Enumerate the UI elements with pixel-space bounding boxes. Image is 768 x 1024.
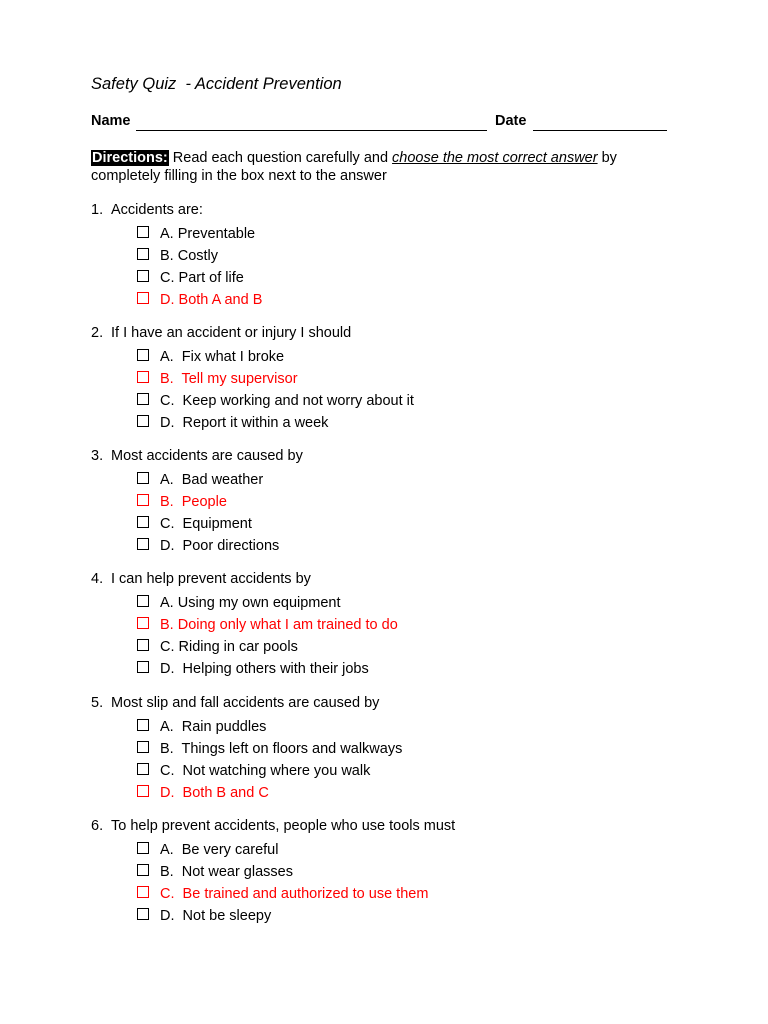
checkbox-icon[interactable] [137,415,149,427]
question-text [91,818,455,834]
name-field[interactable] [136,113,487,131]
answer-label: C. Riding in car pools [160,639,298,655]
answer-label: A. Bad weather [160,472,264,488]
answer-option[interactable] [137,536,279,556]
answer-option[interactable] [137,840,278,860]
answer-label: C. Keep working and not worry about it [160,393,414,409]
answer-option[interactable] [137,246,218,266]
answer-label: B. Tell my supervisor [160,371,298,387]
answer-label: A. Be very careful [160,842,279,858]
answer-label: D. Not be sleepy [160,908,272,924]
directions-text-before: Read each question carefully and [168,150,393,166]
date-label: Date [495,113,527,129]
question-text [91,695,379,711]
checkbox-icon[interactable] [137,292,149,304]
answer-option[interactable] [137,659,369,679]
answer-label: B. Costly [160,248,219,264]
question-label: I can help prevent accidents by [111,571,311,587]
checkbox-icon[interactable] [137,494,149,506]
answer-option[interactable] [137,268,244,288]
checkbox-icon[interactable] [137,864,149,876]
checkbox-icon[interactable] [137,371,149,383]
answer-label: B. Doing only what I am trained to do [160,617,398,633]
question-number: 4. [91,571,104,587]
answer-label: C. Not watching where you walk [160,763,371,779]
answer-option[interactable] [137,761,370,781]
answer-option[interactable] [137,593,341,613]
answer-option[interactable] [137,637,298,657]
checkbox-icon[interactable] [137,248,149,260]
answer-option-correct[interactable] [137,492,227,512]
answer-option[interactable] [137,514,252,534]
checkbox-icon[interactable] [137,886,149,898]
answer-option[interactable] [137,470,263,490]
checkbox-icon[interactable] [137,719,149,731]
question-number: 3. [91,448,104,464]
answer-option[interactable] [137,739,402,759]
answer-option-correct[interactable] [137,290,262,310]
question-text [91,448,303,464]
checkbox-icon[interactable] [137,472,149,484]
question-label: Most slip and fall accidents are caused by [111,695,380,711]
checkbox-icon[interactable] [137,516,149,528]
answer-label: A. Using my own equipment [160,595,341,611]
checkbox-icon[interactable] [137,842,149,854]
answer-option-correct[interactable] [137,783,269,803]
checkbox-icon[interactable] [137,661,149,673]
question-label: If I have an accident or injury I should [111,325,352,341]
question-text [91,202,203,218]
checkbox-icon[interactable] [137,763,149,775]
question-label: Accidents are: [111,202,203,218]
question-label: To help prevent accidents, people who use tools must [111,818,456,834]
answer-label: A. Fix what I broke [160,349,285,365]
checkbox-icon[interactable] [137,595,149,607]
answer-option[interactable] [137,862,293,882]
answer-option[interactable] [137,224,255,244]
question-number: 5. [91,695,104,711]
answer-option[interactable] [137,717,266,737]
answer-label: A. Rain puddles [160,719,267,735]
directions [91,149,651,185]
answer-option[interactable] [137,391,414,411]
checkbox-icon[interactable] [137,908,149,920]
checkbox-icon[interactable] [137,639,149,651]
question-number: 2. [91,325,104,341]
answer-label: D. Report it within a week [160,415,329,431]
checkbox-icon[interactable] [137,785,149,797]
directions-label: Directions: [92,150,168,166]
question-text [91,571,311,587]
checkbox-icon[interactable] [137,617,149,629]
checkbox-icon[interactable] [137,538,149,550]
question-number: 6. [91,818,104,834]
checkbox-icon[interactable] [137,349,149,361]
answer-label: B. Not wear glasses [160,864,293,880]
answer-label: D. Poor directions [160,538,280,554]
directions-text-after: by completely filling in the box next to the answer [91,150,617,184]
page-title: Safety Quiz - Accident Prevention [91,75,342,93]
answer-label: C. Part of life [160,270,244,286]
checkbox-icon[interactable] [137,741,149,753]
answer-label: D. Helping others with their jobs [160,661,369,677]
answer-label: A. Preventable [160,226,256,242]
question-number: 1. [91,202,104,218]
answer-option[interactable] [137,906,271,926]
question-label: Most accidents are caused by [111,448,303,464]
answer-label: B. People [160,494,227,510]
checkbox-icon[interactable] [137,393,149,405]
question-text [91,325,351,341]
answer-label: C. Equipment [160,516,252,532]
answer-option[interactable] [137,413,328,433]
checkbox-icon[interactable] [137,226,149,238]
answer-option[interactable] [137,347,284,367]
name-label: Name [91,113,131,129]
answer-label: D. Both B and C [160,785,269,801]
checkbox-icon[interactable] [137,270,149,282]
answer-label: D. Both A and B [160,292,263,308]
name-date-line [91,113,671,133]
answer-option-correct[interactable] [137,615,398,635]
answer-option-correct[interactable] [137,369,298,389]
date-field[interactable] [533,113,667,131]
answer-label: B. Things left on floors and walkways [160,741,403,757]
directions-emphasis: choose the most correct answer [392,150,598,166]
answer-label: C. Be trained and authorized to use them [160,886,429,902]
answer-option-correct[interactable] [137,884,428,904]
